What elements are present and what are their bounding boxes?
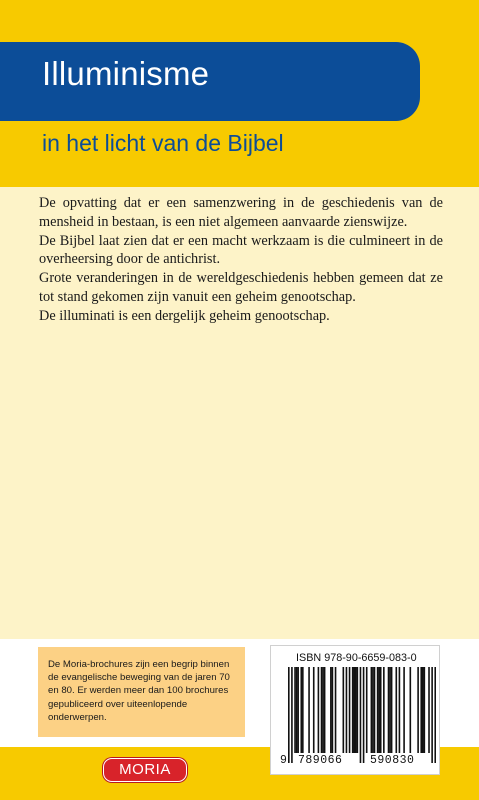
barcode-bar — [313, 667, 315, 753]
barcode-bar — [300, 667, 302, 753]
barcode-bar — [388, 667, 390, 753]
barcode-bar — [428, 667, 430, 753]
barcode-bar — [424, 667, 426, 753]
barcode-bar — [349, 667, 351, 753]
barcode-bar — [395, 667, 397, 753]
barcode-bar — [321, 667, 323, 753]
barcode-bar — [332, 667, 334, 753]
barcode-bar — [357, 667, 359, 753]
description-paragraph: De Bijbel laat zien dat er een macht werkzaam is die culmineert in de overheersing door de antichrist. — [39, 232, 443, 268]
series-info-box — [38, 647, 245, 737]
barcode-bar — [288, 667, 290, 763]
barcode-bar — [330, 667, 332, 753]
title-banner — [0, 42, 420, 121]
barcode-bar — [391, 667, 393, 753]
barcode-bar — [324, 667, 326, 753]
publisher-logo: MORIA — [103, 758, 187, 782]
barcode-bar — [352, 667, 354, 753]
barcode-bar — [389, 667, 391, 753]
description-text — [39, 194, 443, 326]
barcode-bar — [346, 667, 348, 753]
barcode-bar — [380, 667, 382, 753]
book-subtitle: in het licht van de Bijbel — [42, 130, 284, 156]
barcode-bar — [434, 667, 436, 763]
isbn-label: ISBN 978-90-6659-083-0 — [296, 652, 417, 664]
book-title: Illuminisme — [42, 55, 210, 92]
barcode-bar — [372, 667, 374, 753]
barcode-right-digits: 590830 — [370, 754, 415, 767]
barcode-bar — [322, 667, 324, 753]
barcode-bar — [308, 667, 310, 753]
barcode-icon — [288, 667, 436, 763]
description-paragraph: De illuminati is een dergelijk geheim genootschap. — [39, 307, 330, 324]
barcode-bar — [383, 667, 385, 753]
barcode-bar — [431, 667, 433, 763]
barcode-bar — [422, 667, 424, 753]
barcode-bar — [302, 667, 304, 753]
barcode-bar — [360, 667, 362, 763]
barcode-bar — [353, 667, 355, 753]
barcode-bar — [420, 667, 422, 753]
barcode-bar — [294, 667, 296, 753]
barcode-bar — [403, 667, 405, 753]
barcode-first-digit: 9 — [280, 754, 288, 767]
barcode-bar — [377, 667, 379, 753]
barcode-bar — [366, 667, 368, 753]
barcode-bar — [399, 667, 401, 753]
barcode-bar — [355, 667, 357, 753]
description-paragraph: Grote veranderingen in de wereldgeschiedenis hebben gemeen dat ze tot stand gekomen zijn vanuit een geheim genootschap. — [39, 270, 443, 305]
barcode-bar — [343, 667, 345, 753]
barcode-bar — [297, 667, 299, 753]
barcode-bar — [374, 667, 376, 753]
barcode-bar — [378, 667, 380, 753]
series-info-text: De Moria-brochures zijn een begrip binnen de evangelische beweging van de jaren 70 en 80. Er werden meer dan 100 brochures gepubliceerd over uiteenlopende onderwerpen. — [48, 659, 230, 723]
barcode-bar — [335, 667, 337, 753]
description-paragraph: De opvatting dat er een samenzwering in de geschiedenis van de mensheid in bestaan, is een niet algemeen aanvaarde zienswijze. — [39, 195, 443, 230]
barcode-bar — [291, 667, 293, 763]
barcode-left-digits: 789066 — [298, 754, 343, 767]
barcode-bar — [417, 667, 419, 753]
barcode-bar — [296, 667, 298, 753]
barcode-bar — [363, 667, 365, 763]
barcode-bar — [371, 667, 373, 753]
barcode-bar — [318, 667, 320, 753]
barcode-bar — [410, 667, 412, 753]
